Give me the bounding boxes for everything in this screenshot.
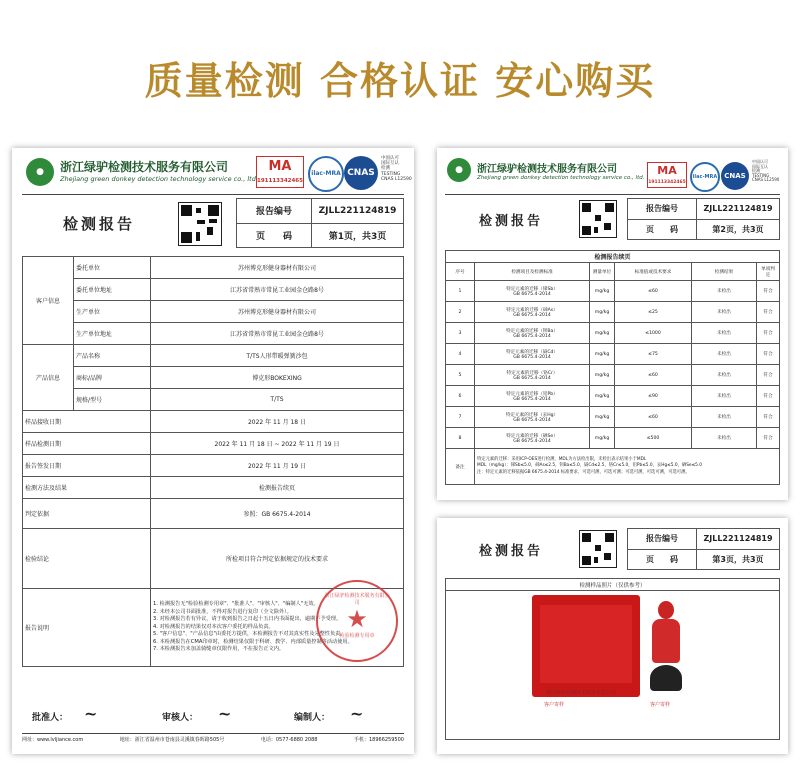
cell-unit: mg/kg: [590, 407, 615, 428]
cell-unit: mg/kg: [590, 302, 615, 323]
cell-item: [475, 365, 590, 386]
footer-site: 网址：www.lvljiance.com: [22, 737, 84, 743]
cell-result: 未检出: [692, 386, 757, 407]
section-title: 检测报告续页: [446, 251, 780, 263]
qr-code-icon: [579, 530, 617, 568]
page-value: 第1页，共3页: [312, 223, 404, 248]
row-label: 样品接收日期: [23, 411, 151, 433]
photo2-caption: 客户寄样: [650, 702, 671, 708]
footer-tel: 电话：0577-6880 2088: [260, 737, 318, 743]
row-label: 样品检测日期: [23, 433, 151, 455]
cma-number: 191113342465: [257, 178, 303, 184]
cell-result: 未检出: [692, 365, 757, 386]
cnas-line: CNAS L12590: [381, 176, 412, 182]
cell-item: [475, 302, 590, 323]
table-row: [446, 407, 780, 428]
row-value: 2022 年 11 月 18 日: [151, 411, 404, 433]
cma-text: MA: [268, 159, 292, 174]
cnas-line: 中国认可: [752, 159, 768, 164]
company-name-en: Zhejiang green donkey detection technology service co., ltd.: [477, 175, 645, 181]
item-name: 特定元素的迁移（钡Ba）: [506, 328, 558, 334]
report-no: ZJLL221124819: [697, 529, 780, 550]
banner: [0, 0, 800, 150]
cnas-icon: CNAS: [344, 156, 378, 190]
cma-number: 191113342465: [648, 180, 686, 185]
cnas-caption: [381, 156, 412, 182]
seal-star-icon: ★: [346, 605, 368, 633]
cell-req: ≤1000: [615, 323, 692, 344]
editor-label: 编制人：: [294, 713, 331, 723]
item-name: 特定元素的迁移（硒Se）: [506, 433, 558, 439]
note-line: 5. "客户信息"、"产品信息"由委托方提供，本检测报告不对其真实性及完整性负责。: [153, 631, 346, 638]
mat-surface: [540, 605, 632, 683]
cell-result: 未检出: [692, 407, 757, 428]
reviewer-signature: ~: [218, 704, 232, 723]
cell-req: ≤60: [615, 365, 692, 386]
cell-unit: mg/kg: [590, 323, 615, 344]
donkey-logo-icon: ●: [26, 158, 54, 186]
row-value: 检测报告续页: [151, 477, 404, 499]
qr-code-icon: [579, 200, 617, 238]
row-label: 委托单位地址: [74, 279, 151, 301]
row-label: 产品名称: [74, 345, 151, 367]
row-value: 所检项目符合判定依据规定的技术要求: [151, 529, 404, 589]
header-divider: [445, 194, 780, 195]
footer-mobile: 手机：18966259500: [353, 737, 404, 743]
page-label: 页 码: [237, 223, 312, 248]
donkey-logo-icon: ●: [447, 158, 471, 182]
results-table: [445, 250, 780, 485]
item-name: 特定元素的迁移（锑Sb）: [506, 286, 558, 292]
dummy-base: [650, 665, 682, 691]
page2-header: [437, 148, 788, 188]
cell-req: ≤75: [615, 344, 692, 365]
item-std: GB 6675.4-2014: [513, 438, 551, 444]
photo-stamp: 浙江绿驴检测技术服务有限公司: [546, 690, 617, 696]
note-line: 3. 对检测报告若有异议，请于收到报告之日起十五日内书面提出，逾期不予受理。: [153, 616, 342, 623]
dummy-head: [658, 601, 674, 619]
item-std: GB 6675.4-2014: [513, 291, 551, 297]
cell-item: [475, 428, 590, 449]
cell-result: 未检出: [692, 302, 757, 323]
row-value: T/TS人形带暖弹簧沙包: [151, 345, 404, 367]
group-client: 客户信息: [23, 257, 74, 345]
row-label: 判定依据: [23, 499, 151, 529]
report-no: ZJLL221124819: [312, 199, 404, 224]
item-name: 特定元素的迁移（砷As）: [506, 307, 558, 313]
row-label: 规格/型号: [74, 389, 151, 411]
cell-req: ≤60: [615, 281, 692, 302]
cell-no: 2: [446, 302, 475, 323]
qr-code-icon: [178, 202, 222, 246]
cnas-line: TESTING: [752, 172, 770, 178]
cell-verdict: 符合: [757, 407, 780, 428]
inspection-seal: [316, 580, 398, 662]
group-product: 产品信息: [23, 345, 74, 411]
dummy-body: [652, 619, 680, 663]
header-divider: [22, 194, 404, 195]
row-label: 检测方法及结果: [23, 477, 151, 499]
table-row: [446, 281, 780, 302]
cnas-icon: CNAS: [721, 162, 749, 190]
cell-verdict: 符合: [757, 323, 780, 344]
cell-no: 6: [446, 386, 475, 407]
footer-divider: [22, 733, 404, 734]
item-name: 特定元素的迁移（铬Cr）: [506, 370, 558, 376]
table-row: [446, 302, 780, 323]
cell-req: ≤90: [615, 386, 692, 407]
reviewer-label: 审核人：: [162, 713, 199, 723]
report-title: 检测报告: [62, 214, 135, 233]
cell-no: 1: [446, 281, 475, 302]
cell-item: [475, 407, 590, 428]
cell-result: 未检出: [692, 323, 757, 344]
photo-divider: [446, 590, 779, 591]
report-no-label: 报告编号: [628, 529, 697, 550]
ilac-mra-icon: ilac-MRA: [690, 162, 720, 192]
notes-label: 报告说明: [23, 589, 151, 667]
photo1-caption: 客户寄样: [544, 702, 565, 708]
seal-text: 浙江绿驴检测技术服务有限公司: [324, 593, 390, 606]
cell-no: 7: [446, 407, 475, 428]
item-std: GB 6675.4-2014: [513, 396, 551, 402]
cnas-line: 中国认可: [381, 156, 399, 161]
report-no: ZJLL221124819: [697, 199, 780, 220]
cell-verdict: 符合: [757, 302, 780, 323]
cnas-line: 国际互认: [381, 161, 399, 167]
row-label: 生产单位: [74, 301, 151, 323]
row-value: 苏州博克形健身器材有限公司: [151, 257, 404, 279]
row-label: 报告签发日期: [23, 455, 151, 477]
row-label: 检验结论: [23, 529, 151, 589]
cell-req: ≤500: [615, 428, 692, 449]
page1-footer: [22, 736, 404, 743]
cell-item: [475, 323, 590, 344]
page-label: 页 码: [628, 549, 697, 570]
report-title: 检测报告: [478, 213, 543, 229]
row-label: 商标/品牌: [74, 367, 151, 389]
row-value: 2022 年 11 月 18 日 ~ 2022 年 11 月 19 日: [151, 433, 404, 455]
row-value: 苏州博克形健身器材有限公司: [151, 301, 404, 323]
cnas-line: 国际互认: [752, 163, 768, 169]
item-std: GB 6675.4-2014: [513, 354, 551, 360]
cell-no: 8: [446, 428, 475, 449]
cnas-line: CNAS L12590: [752, 177, 780, 183]
cell-no: 4: [446, 344, 475, 365]
seal-sub: 检验检测专用章: [339, 633, 375, 639]
note-label: 备注: [446, 449, 475, 485]
header-cell: 单项判定: [757, 263, 780, 281]
cell-result: 未检出: [692, 281, 757, 302]
signature-row: [32, 704, 402, 728]
note-cell: [475, 449, 780, 485]
header-cell: 测量单位: [590, 263, 615, 281]
sample-photo-dummy: [646, 595, 686, 695]
row-value: T/TS: [151, 389, 404, 411]
cell-unit: mg/kg: [590, 386, 615, 407]
report-page-2: [437, 148, 788, 500]
cell-no: 5: [446, 365, 475, 386]
approver-signature: ~: [84, 704, 98, 723]
cell-item: [475, 344, 590, 365]
cell-verdict: 符合: [757, 344, 780, 365]
report-title: 检测报告: [478, 543, 543, 559]
cell-item: [475, 281, 590, 302]
cnas-caption: [752, 160, 779, 183]
header-cell: 序号: [446, 263, 475, 281]
note-line: MDL（mg/kg）：锑Sb≤5.0，砷As≤2.5，钡Ba≤5.0，镉Cd≤2.5，铬Cr≤5.0，铅Pb≤5.0，汞Hg≤5.0，硒Se≤5.0: [477, 463, 703, 469]
report-page-3: [437, 518, 788, 754]
page-value: 第2页，共3页: [697, 219, 780, 240]
editor-signature: ~: [350, 704, 364, 723]
header-cell: 标准值或技术要求: [615, 263, 692, 281]
row-label: 委托单位: [74, 257, 151, 279]
row-value: 江苏省常熟市常昆工业园金仓路8号: [151, 323, 404, 345]
item-std: GB 6675.4-2014: [513, 375, 551, 381]
table-row: [446, 386, 780, 407]
page1-header: [12, 148, 414, 188]
cell-unit: mg/kg: [590, 281, 615, 302]
item-std: GB 6675.4-2014: [513, 417, 551, 423]
cell-verdict: 符合: [757, 281, 780, 302]
item-std: GB 6675.4-2014: [513, 333, 551, 339]
cell-unit: mg/kg: [590, 428, 615, 449]
cell-item: [475, 386, 590, 407]
note-line: 注：特定元素的迁移依据GB 6675.4-2014 标准要求，可选可测，可选可测；可选可测，可选可测，可选可测。: [477, 469, 690, 475]
report-no-label: 报告编号: [628, 199, 697, 220]
note-line: 2. 未经本公司书面批准，不得对报告进行复印（全文除外）。: [153, 608, 292, 615]
note-line: 特定元素的迁移：采用ICP-OES进行检测，MDL为方法检出限，未检出表示结果小于MDL: [477, 456, 647, 462]
cnas-line: 检测: [381, 166, 390, 172]
photo-title: 检测样品照片（仅供参考）: [579, 583, 646, 589]
cell-unit: mg/kg: [590, 344, 615, 365]
row-label: 生产单位地址: [74, 323, 151, 345]
row-value: 博克形BOKEXING: [151, 367, 404, 389]
cnas-line: 检测: [752, 168, 760, 174]
cell-req: ≤25: [615, 302, 692, 323]
cell-verdict: 符合: [757, 386, 780, 407]
cma-mark-icon: [647, 162, 687, 188]
cell-result: 未检出: [692, 428, 757, 449]
cell-unit: mg/kg: [590, 365, 615, 386]
cell-verdict: 符合: [757, 428, 780, 449]
page-label: 页 码: [628, 219, 697, 240]
cell-no: 3: [446, 323, 475, 344]
table-row: [446, 344, 780, 365]
note-line: 6. 本检测报告在CMA印章时，检测结果仅限于科研、教学、内部质量控制等活动使用。: [153, 638, 353, 645]
approver-label: 批准人：: [32, 713, 69, 723]
note-line: 4. 对检测报告的结果仅对本次客户委托的样品负责。: [153, 623, 274, 630]
photo-box: [445, 578, 780, 740]
note-line: 1. 检测报告无"检验检测专用章"、"批准人"、"审核人"、"编制人"无效。: [153, 601, 319, 608]
ilac-mra-icon: ilac-MRA: [308, 156, 344, 192]
banner-title: 质量检测 合格认证 安心购买: [144, 59, 656, 103]
page-value: 第3页，共3页: [697, 549, 780, 570]
row-value: 2022 年 11 月 19 日: [151, 455, 404, 477]
cma-mark-icon: [256, 156, 304, 188]
cma-text: MA: [657, 164, 677, 177]
row-value: 江苏省常熟市常昆工业园金仓路8号: [151, 279, 404, 301]
report-no-label: 报告编号: [237, 199, 312, 224]
cell-req: ≤60: [615, 407, 692, 428]
sample-photo-mat: [532, 595, 640, 697]
footer-addr: 地址：浙江省温州市苍南县灵溪镇春晖路505号: [119, 737, 225, 743]
item-name: 特定元素的迁移（镉Cd）: [505, 349, 559, 355]
row-value: 参照：GB 6675.4-2014: [151, 499, 404, 529]
table-row: [446, 323, 780, 344]
company-name-en: Zhejiang green donkey detection technology service co., ltd.: [60, 175, 258, 183]
item-name: 特定元素的迁移（汞Hg）: [505, 412, 559, 418]
table-row: [446, 365, 780, 386]
header-cell: 检测结果: [692, 263, 757, 281]
item-name: 特定元素的迁移（铅Pb）: [506, 391, 558, 397]
cnas-line: TESTING: [381, 171, 401, 177]
table-row: [446, 428, 780, 449]
cell-result: 未检出: [692, 344, 757, 365]
report-page-1: [12, 148, 414, 754]
item-std: GB 6675.4-2014: [513, 312, 551, 318]
note-line: 7. 本检测报告未加盖骑缝章仅限作用，不在报告正文内。: [153, 646, 285, 653]
cell-verdict: 符合: [757, 365, 780, 386]
company-name: 浙江绿驴检测技术服务有限公司: [477, 164, 617, 175]
company-name: 浙江绿驴检测技术服务有限公司: [60, 160, 229, 174]
header-cell: 检测项目及检测标准: [475, 263, 590, 281]
